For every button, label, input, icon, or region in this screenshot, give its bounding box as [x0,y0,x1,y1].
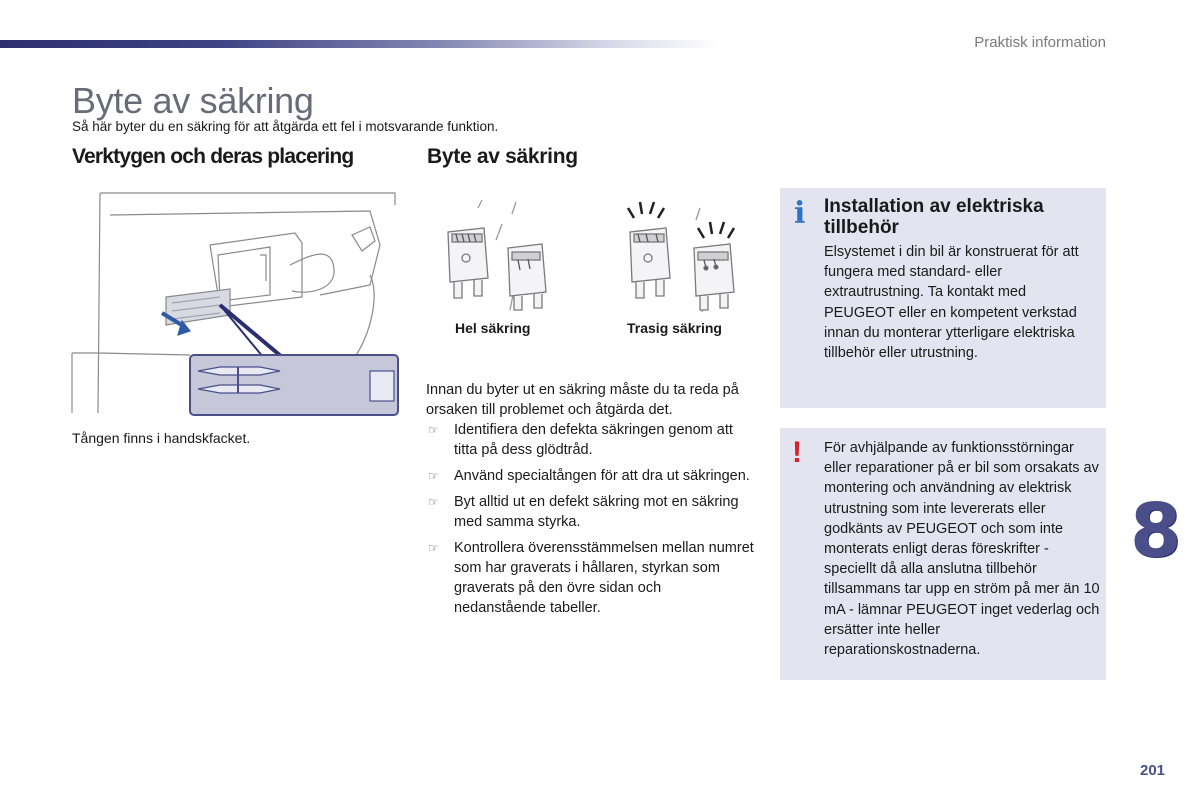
info-box-title: Installation av elektriska tillbehör [824,196,1044,238]
info-box-text: Elsystemet i din bil är konstruerat för att fungera med standard- eller extrautrustning. Ta kontakt med PEUGEOT eller en kompetent verkstad innan du monterar ytterligare elektriska tillbehör eller utrustning. [824,244,1079,362]
pointing-hand-icon: ☞ [428,495,439,509]
section-name: Praktisk information [974,34,1106,51]
list-item [426,420,756,460]
list-item [426,466,756,486]
page-subtitle: Så här byter du en säkring för att åtgärda ett fel i motsvarande funktion. [72,119,499,134]
pointing-hand-icon: ☞ [428,541,439,555]
page-title: Byte av säkring [72,80,314,121]
page-number: 201 [1140,762,1166,779]
fuse-steps-list [426,420,756,624]
fuse-intro-text: Innan du byter ut en säkring måste du ta reda på orsaken till problemet och åtgärda det. [426,382,739,418]
step-text: Använd specialtången för att dra ut säkringen. [454,468,750,484]
blown-fuse-illustration [620,200,750,315]
list-item [426,492,756,532]
blown-fuse-label: Trasig säkring [627,320,722,336]
intact-fuse-label: Hel säkring [455,320,531,336]
step-text: Kontrollera överensstämmelsen mellan numret som har graverats i hållaren, styrkan som graverats på den övre sidan och nedanstående tabeller. [454,540,754,616]
header-band [0,40,720,48]
chapter-number: 8 [1130,488,1182,574]
pointing-hand-icon: ☞ [428,423,439,437]
tool-caption: Tången finns i handskfacket. [72,430,251,446]
warning-box-text: För avhjälpande av funktionsstörningar eller reparationer på er bil som orsakats av montering och användning av elektrisk utrustning som inte levererats eller godkänts av PEUGEOT och som inte monterats enligt deras föreskrifter - speciellt då alla anslutna tillbehör tillsammans tar upp en ström på mer än 10 mA - lämnar PEUGEOT inget vederlag och ersätter inte heller reparationskostnaderna. [824,440,1100,659]
warning-icon: ! [792,436,802,469]
step-text: Byt alltid ut en defekt säkring mot en säkring med samma styrka. [454,494,739,530]
glovebox-illustration [70,185,400,417]
warning-box [780,428,1106,680]
info-box [780,188,1106,408]
info-icon: i [794,196,806,231]
fuse-heading: Byte av säkring [427,145,578,168]
step-text: Identifiera den defekta säkringen genom att titta på dess glödtråd. [454,422,733,458]
list-item [426,538,756,618]
pointing-hand-icon: ☞ [428,469,439,483]
intact-fuse-illustration [438,200,558,315]
tools-heading: Verktygen och deras placering [72,145,354,168]
